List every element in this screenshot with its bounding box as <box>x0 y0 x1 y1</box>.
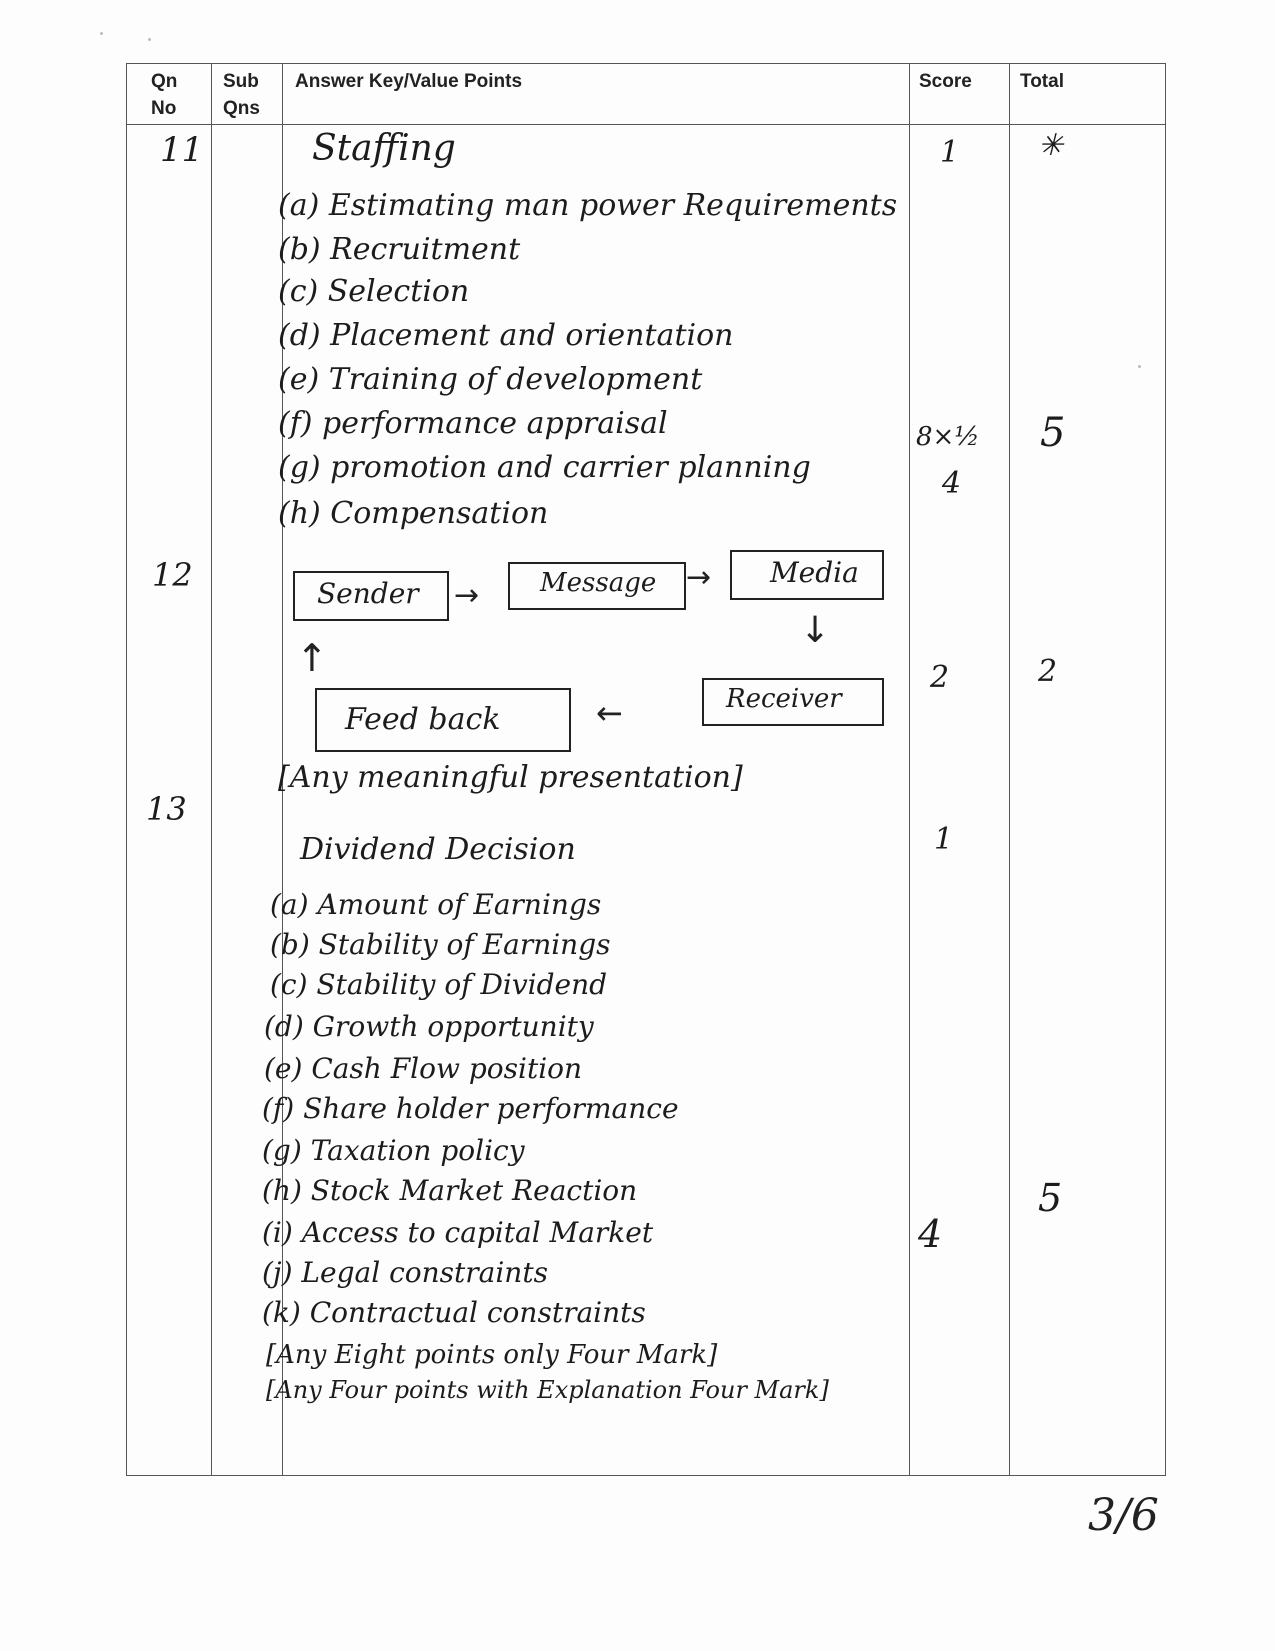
q11-point: (e) Training of development <box>278 362 703 397</box>
q11-title: Staffing <box>312 128 456 169</box>
diagram-box-media <box>730 550 884 600</box>
box-label: Feed back <box>345 702 501 737</box>
q11-point: (c) Selection <box>278 274 470 309</box>
left-arrow-icon: ← <box>596 694 623 732</box>
q13-point: (b) Stability of Earnings <box>270 928 611 961</box>
q13-score-title: 1 <box>934 822 954 857</box>
q13-point: (j) Legal constraints <box>262 1256 548 1289</box>
question-number-13: 13 <box>146 790 187 828</box>
scan-speck <box>148 38 151 41</box>
q11-score-points: 8×½ <box>916 422 980 452</box>
question-number-11: 11 <box>160 130 204 170</box>
box-label: Sender <box>317 577 419 610</box>
q12-total: 2 <box>1038 654 1058 689</box>
q11-score-points-total: 4 <box>942 466 962 501</box>
diagram-box-message <box>508 562 686 610</box>
right-arrow-icon: → <box>686 560 712 595</box>
q11-point: (h) Compensation <box>278 496 549 531</box>
column-divider <box>909 64 910 1475</box>
q13-point: (i) Access to capital Market <box>262 1216 654 1249</box>
q13-point: (d) Growth opportunity <box>264 1010 594 1043</box>
header-total: Total <box>1020 71 1064 92</box>
diagram-box-receiver <box>702 678 884 726</box>
q13-point: (c) Stability of Dividend <box>270 968 608 1001</box>
down-arrow-icon: ↓ <box>800 610 831 651</box>
diagram-box-sender <box>293 571 449 621</box>
box-label: Media <box>770 556 859 589</box>
q11-total: 5 <box>1040 410 1066 456</box>
scan-speck <box>100 32 103 35</box>
q11-point: (a) Estimating man power Requirements <box>278 188 898 223</box>
q13-note: [Any Four points with Explanation Four Mark] <box>266 1376 829 1404</box>
q13-note: [Any Eight points only Four Mark] <box>266 1340 718 1370</box>
q11-point: (b) Recruitment <box>278 232 521 267</box>
header-sub-qns: Sub Qns <box>223 71 260 119</box>
diagram-box-feedback <box>315 688 571 752</box>
q13-point: (a) Amount of Earnings <box>270 888 602 921</box>
q11-total-marker: ✳ <box>1038 128 1064 163</box>
header-score: Score <box>919 71 972 92</box>
q13-point: (k) Contractual constraints <box>262 1296 646 1329</box>
box-label: Message <box>540 568 657 598</box>
q12-note: [Any meaningful presentation] <box>278 760 743 795</box>
right-arrow-icon: → <box>454 578 480 613</box>
q13-point: (g) Taxation policy <box>262 1134 525 1167</box>
header-qn-no: Qn No <box>151 71 178 119</box>
q13-score-points: 4 <box>918 1212 943 1256</box>
q11-point: (g) promotion and carrier planning <box>278 450 811 485</box>
page-number: 3/6 <box>1088 1490 1159 1541</box>
q13-point: (e) Cash Flow position <box>264 1052 583 1085</box>
q13-point: (f) Share holder performance <box>262 1092 679 1125</box>
q13-point: (h) Stock Market Reaction <box>262 1174 638 1207</box>
column-divider <box>1009 64 1010 1475</box>
box-label: Receiver <box>726 684 842 714</box>
q13-title: Dividend Decision <box>300 832 576 867</box>
question-number-12: 12 <box>152 556 193 594</box>
q11-point: (f) performance appraisal <box>278 406 668 441</box>
q11-point: (d) Placement and orientation <box>278 318 734 353</box>
header-answer-key: Answer Key/Value Points <box>295 71 523 92</box>
up-arrow-icon: ↑ <box>296 636 328 680</box>
q12-score: 2 <box>930 660 950 695</box>
q13-total: 5 <box>1038 1176 1063 1220</box>
column-divider <box>211 64 212 1475</box>
q11-score-title: 1 <box>940 135 960 170</box>
